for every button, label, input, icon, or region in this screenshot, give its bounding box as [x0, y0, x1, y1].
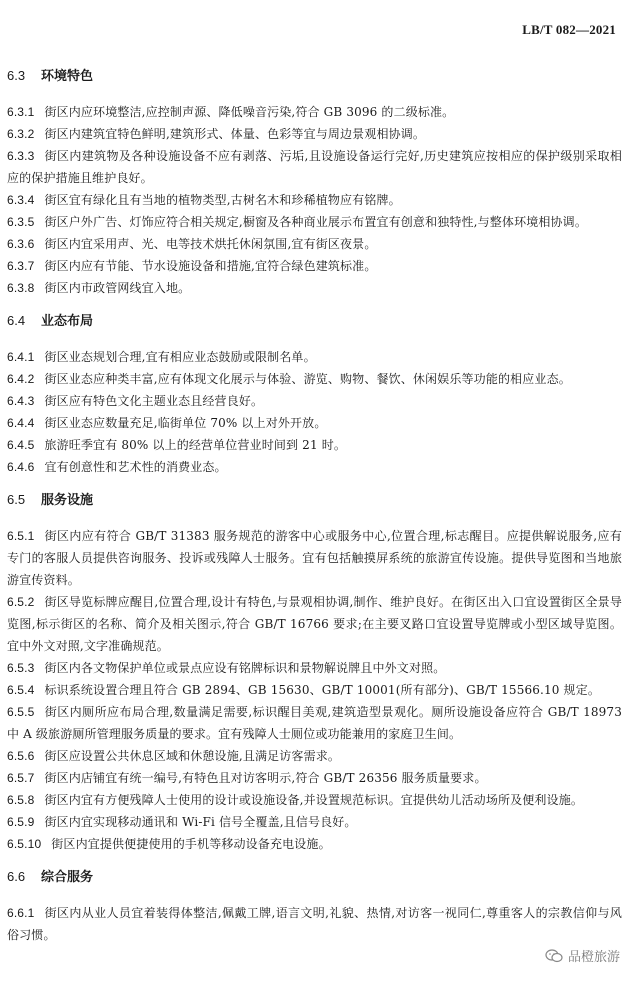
- clause-text: 街区内建筑物及各种设施设备不应有剥落、污垢,且设施设备运行完好,历史建筑应按相应的保护级别采取相应的保护措施且维护良好。: [7, 149, 622, 185]
- clause-number: 6.4.4: [7, 416, 35, 430]
- clause-number: 6.5.2: [7, 595, 35, 609]
- clause: [7, 368, 622, 390]
- clause-text: 街区应有特色文化主题业态且经营良好。: [44, 394, 264, 408]
- clause-number: 6.4.6: [7, 460, 35, 474]
- clause-text: 街区导览标牌应醒目,位置合理,设计有特色,与景观相协调,制作、维护良好。在街区出入口宜设置街区全景导览图,标示街区的名称、简介及相关图示,符合 GB/T 16766 要求;在主要叉路口宜设置导览牌或小型区域导览图。宜中外文对照,文字准确规范。: [7, 595, 622, 653]
- clause-text: 街区应设置公共休息区域和休憩设施,且满足访客需求。: [44, 749, 341, 763]
- document-code: LB/T 082—2021: [522, 22, 616, 37]
- clause-number: 6.5.10: [7, 837, 42, 851]
- clause-text: 街区内宜实现移动通讯和 Wi-Fi 信号全覆盖,且信号良好。: [44, 815, 357, 829]
- clause: [7, 657, 622, 679]
- clause-text: 宜有创意性和艺术性的消费业态。: [44, 460, 227, 474]
- watermark: [545, 946, 620, 965]
- clause-number: 6.5.8: [7, 793, 35, 807]
- clause-number: 6.5.9: [7, 815, 35, 829]
- clause: [7, 123, 622, 145]
- section-number: 6.3: [7, 68, 26, 83]
- clause: [7, 525, 622, 591]
- clause-number: 6.4.2: [7, 372, 35, 386]
- clause-text: 街区内各文物保护单位或景点应设有铭牌标识和景物解说牌且中外文对照。: [44, 661, 446, 675]
- clause: [7, 434, 622, 456]
- clause-number: 6.4.5: [7, 438, 35, 452]
- clause-text: 街区内店铺宜有统一编号,有特色且对访客明示,符合 GB/T 26356 服务质量要求。: [44, 771, 487, 785]
- clause-number: 6.3.1: [7, 105, 35, 119]
- clause-text: 街区内厕所应布局合理,数量满足需要,标识醒目美观,建筑造型景观化。厕所设施设备应符合 GB/T 18973 中 A 级旅游厕所管理服务质量的要求。宜有残障人士厕位或功能兼用的家庭卫生间。: [7, 705, 622, 741]
- clause-number: 6.5.3: [7, 661, 35, 675]
- clause: [7, 211, 622, 233]
- clause-number: 6.3.5: [7, 215, 35, 229]
- clause: [7, 789, 622, 811]
- clause-text: 街区内宜有方便残障人士使用的设计或设施设备,并设置规范标识。宜提供幼儿活动场所及便利设施。: [44, 793, 584, 807]
- clause-text: 街区业态应数量充足,临街单位 70% 以上对外开放。: [44, 416, 327, 430]
- clause-number: 6.3.6: [7, 237, 35, 251]
- clause-number: 6.5.6: [7, 749, 35, 763]
- clause: [7, 456, 622, 478]
- section-heading: [7, 490, 622, 511]
- section-heading: [7, 867, 622, 888]
- wechat-icon: [545, 949, 563, 963]
- clause-text: 街区内应环境整洁,应控制声源、降低噪音污染,符合 GB 3096 的二级标准。: [44, 105, 455, 119]
- clause-number: 6.4.3: [7, 394, 35, 408]
- clause: [7, 189, 622, 211]
- clause-number: 6.3.2: [7, 127, 35, 141]
- clause-text: 街区业态应种类丰富,应有体现文化展示与体验、游览、购物、餐饮、休闲娱乐等功能的相应业态。: [44, 372, 571, 386]
- clause-text: 街区内市政管网线宜入地。: [44, 281, 191, 295]
- section-title: 业态布局: [41, 314, 94, 329]
- clause-number: 6.3.7: [7, 259, 35, 273]
- clause: [7, 833, 622, 855]
- document-body: [7, 66, 622, 946]
- clause: [7, 591, 622, 657]
- clause: [7, 412, 622, 434]
- clause: [7, 679, 622, 701]
- section-title: 服务设施: [41, 493, 94, 508]
- section-number: 6.6: [7, 869, 26, 884]
- clause-text: 街区户外广告、灯饰应符合相关规定,橱窗及各种商业展示布置宜有创意和独特性,与整体环境相协调。: [44, 215, 587, 229]
- clause-text: 街区内从业人员宜着装得体整洁,佩戴工牌,语言文明,礼貌、热情,对访客一视同仁,尊重客人的宗教信仰与风俗习惯。: [7, 906, 622, 942]
- section-number: 6.4: [7, 313, 26, 328]
- clause: [7, 390, 622, 412]
- clause: [7, 745, 622, 767]
- clause-number: 6.3.8: [7, 281, 35, 295]
- section-title: 综合服务: [41, 870, 94, 885]
- clause: [7, 145, 622, 189]
- clause-text: 街区内应有节能、节水设施设备和措施,宜符合绿色建筑标准。: [44, 259, 377, 273]
- clause-text: 标识系统设置合理且符合 GB 2894、GB 15630、GB/T 10001(所有部分)、GB/T 15566.10 规定。: [44, 683, 601, 697]
- clause-text: 街区内宜提供便捷使用的手机等移动设备充电设施。: [51, 837, 331, 851]
- section-number: 6.5: [7, 492, 26, 507]
- clause-text: 街区宜有绿化且有当地的植物类型,古树名木和珍稀植物应有铭牌。: [44, 193, 401, 207]
- clause-number: 6.5.7: [7, 771, 35, 785]
- clause-number: 6.6.1: [7, 906, 35, 920]
- clause-text: 街区内建筑宜特色鲜明,建筑形式、体量、色彩等宜与周边景观相协调。: [44, 127, 426, 141]
- watermark-text: 品橙旅游: [567, 950, 620, 965]
- clause-number: 6.5.1: [7, 529, 35, 543]
- clause-text: 街区内应有符合 GB/T 31383 服务规范的游客中心或服务中心,位置合理,标志醒目。应提供解说服务,应有专门的客服人员提供咨询服务、投诉或残障人士服务。宜有包括触摸屏系统的旅游宣传设施。提供导览图和当地旅游宣传资料。: [7, 529, 622, 587]
- clause-number: 6.3.3: [7, 149, 35, 163]
- clause: [7, 346, 622, 368]
- clause-text: 旅游旺季宜有 80% 以上的经营单位营业时间到 21 时。: [44, 438, 347, 452]
- section-title: 环境特色: [41, 69, 94, 84]
- section-heading: [7, 66, 622, 87]
- clause: [7, 233, 622, 255]
- clause: [7, 767, 622, 789]
- clause-text: 街区业态规划合理,宜有相应业态鼓励或限制名单。: [44, 350, 316, 364]
- clause-number: 6.3.4: [7, 193, 35, 207]
- clause: [7, 277, 622, 299]
- clause: [7, 811, 622, 833]
- clause-number: 6.5.5: [7, 705, 35, 719]
- clause-number: 6.4.1: [7, 350, 35, 364]
- clause-text: 街区内宜采用声、光、电等技术烘托休闲氛围,宜有街区夜景。: [44, 237, 377, 251]
- clause: [7, 701, 622, 745]
- clause-number: 6.5.4: [7, 683, 35, 697]
- clause: [7, 255, 622, 277]
- section-heading: [7, 311, 622, 332]
- clause: [7, 902, 622, 946]
- clause: [7, 101, 622, 123]
